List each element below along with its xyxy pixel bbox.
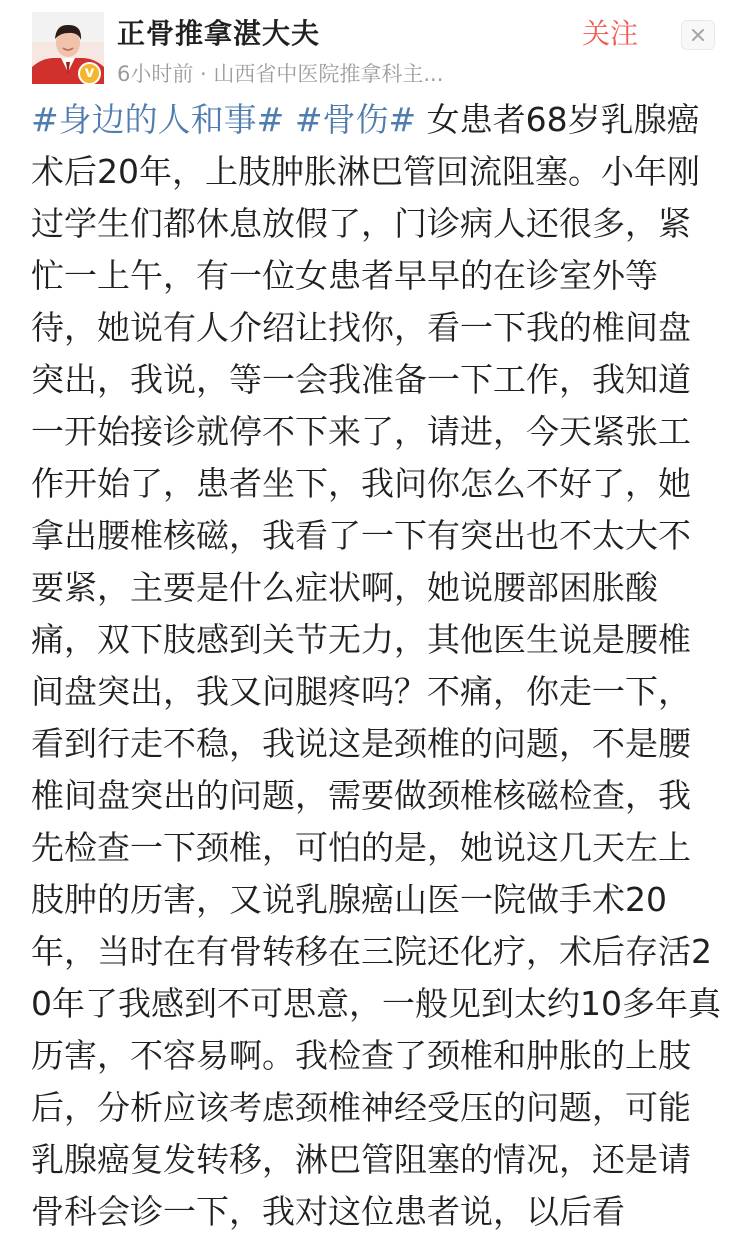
hashtag-bone-injury[interactable]: #骨伤#	[294, 100, 417, 139]
post-body	[31, 94, 721, 1238]
post-text: 女患者68岁乳腺癌术后20年，上肢肿胀淋巴管回流阻塞。小年刚过学生们都休息放假了，门诊病人还很多，紧忙一上午，有一位女患者早早的在诊室外等待，她说有人介绍让找你，看一下我的椎间盘突出，我说，等一会我准备一下工作，我知道一开始接诊就停不下来了，请进，今天紧张工作开始了，患者坐下，我问你怎么不好了，她拿出腰椎核磁，我看了一下有突出也不太大不要紧，主要是什么症状啊，她说腰部困胀酸痛，双下肢感到关节无力，其他医生说是腰椎间盘突出，我又问腿疼吗？不痛，你走一下，看到行走不稳，我说这是颈椎的问题，不是腰椎间盘突出的问题，需要做颈椎核磁检查，我先检查一下颈椎，可怕的是，她说这几天左上肢肿的历害，又说乳腺癌山医一院做手术20年，当时在有骨转移在三院还化疗，术后存活20年了我感到不可思意，一般见到太约10多年真历害，不容易啊。我检查了颈椎和肿胀的上肢后，分析应该考虑颈椎神经受压的问题，可能乳腺癌复发转移，淋巴管阻塞的情况，还是请骨科会诊一下，我对这位患者说，以后看	[31, 100, 721, 1231]
close-icon	[682, 21, 714, 49]
hashtag-social[interactable]: #身边的人和事#	[31, 100, 285, 139]
follow-button[interactable]: 关注	[582, 17, 639, 50]
verified-badge-glyph: v	[84, 63, 95, 81]
post-header	[0, 0, 745, 96]
dismiss-button[interactable]	[681, 20, 715, 50]
author-name[interactable]: 正骨推拿湛大夫	[117, 17, 321, 50]
verified-badge-icon	[78, 62, 101, 85]
post-meta: 6小时前 · 山西省中医院推拿科主...	[117, 62, 444, 86]
